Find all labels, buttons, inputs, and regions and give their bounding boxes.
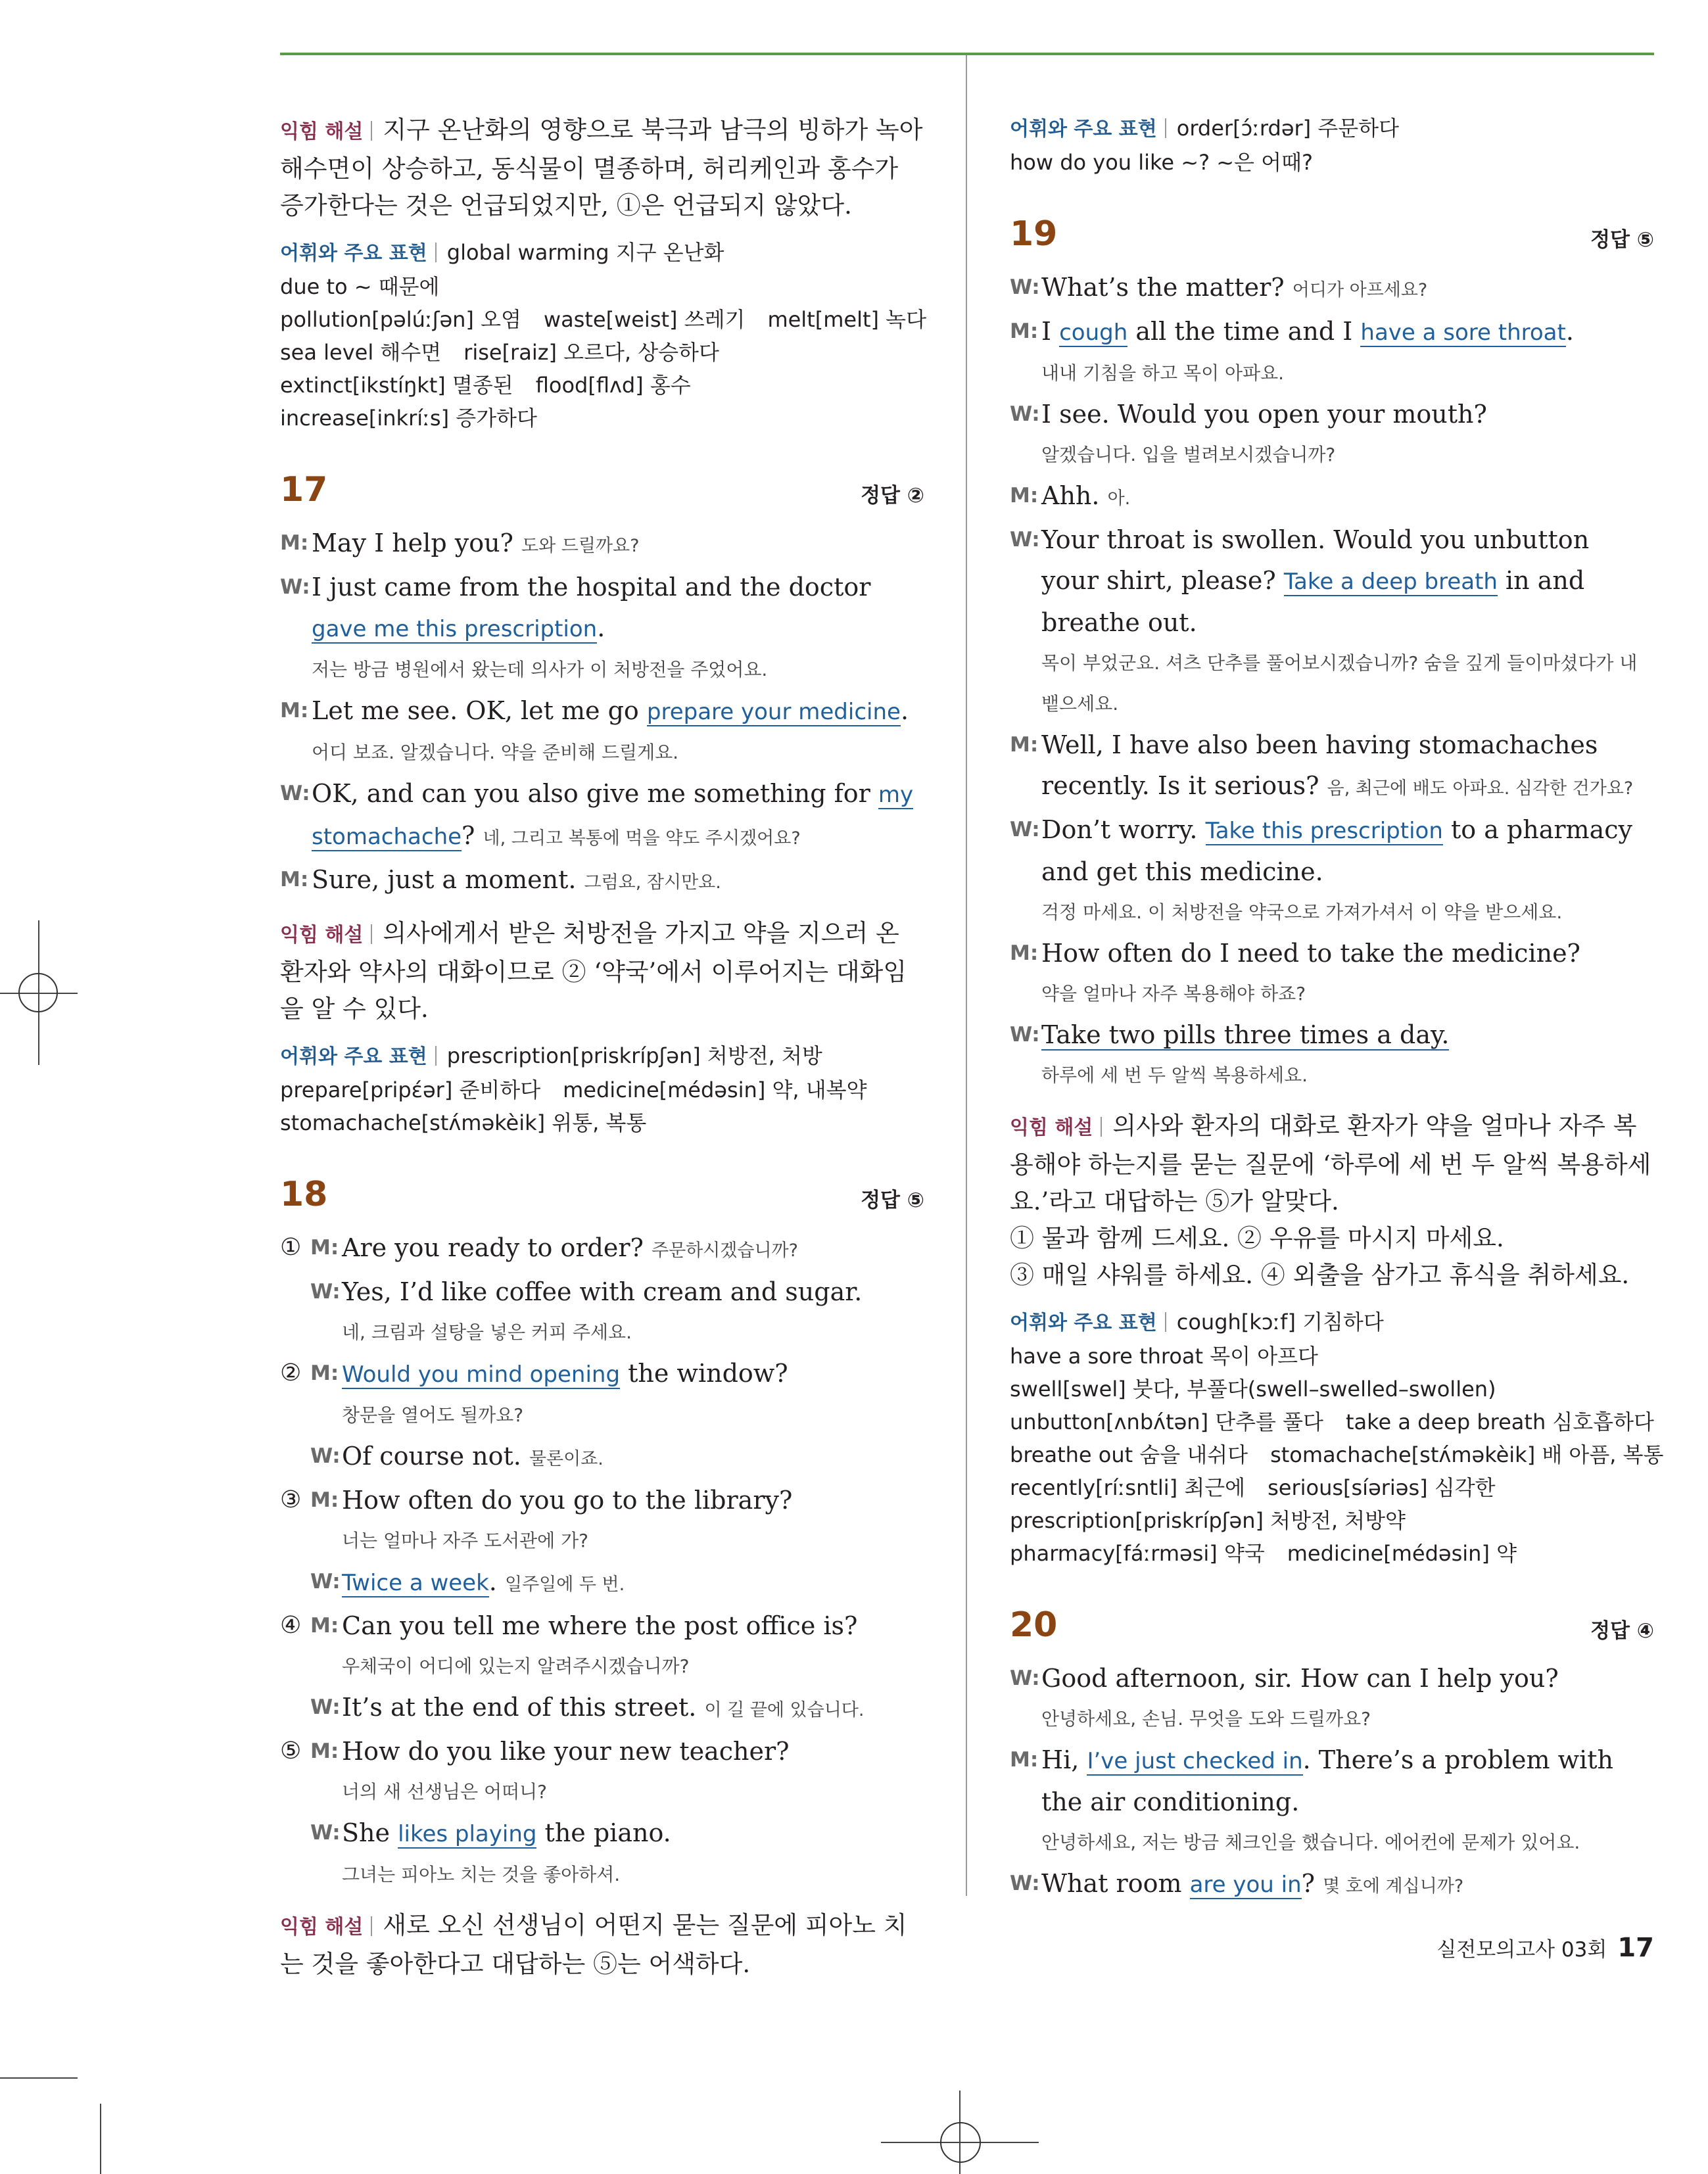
q20-header — [1010, 1607, 1654, 1643]
question-number: 20 — [1010, 1605, 1058, 1645]
column-divider — [966, 55, 967, 1896]
right-column — [1010, 112, 1664, 1907]
q19-option-line: ① 물과 함께 드세요. ② 우유를 마시지 마세요. — [1010, 1224, 1504, 1252]
vocab-tag: 어휘와 주요 표현 — [280, 242, 427, 265]
q17-header — [280, 471, 924, 508]
q19-vocab: 어휘와 주요 표현 cough[kɔːf] 기침하다 have a sore throat 목이 아프다 swell[swel] 붓다, 부풀다(swell–swelled–swollen) unbutton[ʌnbʌ́tən] 단추를 풀다 take a deep breath 심호흡하다 breathe out 숨을 내쉬다 stomachache[stʌ́məkèik] 배 아픔, 복통 recently[ríːsntli] 최근에 serious[síəriəs] 심각한 prescription[priskrípʃən] 처방전, 처방약 pharmacy[fáːrməsi] 약국 medicine[médəsin] 약 — [1010, 1306, 1654, 1570]
translation: 저는 방금 병원에서 왔는데 의사가 이 처방전을 주었어요. — [312, 659, 768, 680]
question-number: 19 — [1010, 214, 1058, 254]
q18-explanation: 익힘 해설 새로 오신 선생님이 어떤지 묻는 질문에 피아노 치는 것을 좋아한다고 대답하는 ⑤는 어색하다. — [280, 1911, 907, 1978]
vocab-line: sea level 해수면 rise[raiz] 오르다, 상승하다 — [280, 340, 719, 365]
registration-mark-icon — [18, 973, 58, 1012]
highlight-phrase: Take two pills three times a day. — [1041, 1020, 1450, 1049]
q18-vocab: 어휘와 주요 표현 order[ɔ́ːrdər] 주문하다 how do you like ~? ~은 어때? — [1010, 112, 1654, 179]
explain-tag: 익힘 해설 — [280, 120, 364, 143]
page-footer — [1436, 1933, 1654, 1963]
speaker: W: — [280, 575, 310, 599]
dialogue-line: W: What’s the matter? 어디가 아프세요? — [1010, 273, 1428, 302]
dialogue-line: ⑤ M: How do you like your new teacher? 너의 새 선생님은 어떠니? — [280, 1737, 790, 1803]
dialogue-line: M: How often do I need to take the medicine? 약을 얼마나 자주 복용해야 하죠? — [1010, 939, 1580, 1004]
vocab-line: breathe out 숨을 내쉬다 stomachache[stʌ́məkèik] 배 아픔, 복통 — [1010, 1442, 1664, 1467]
dialogue-line: W: Your throat is swollen. Would you unbutton your shirt, please? Take a deep breath in and breathe out. 목이 부었군요. 셔츠 단추를 풀어보시겠습니까? 숨을 깊게 들이마셨다가 내뱉으세요. — [1010, 525, 1638, 715]
vocab-line: prescription[priskrípʃən] 처방전, 처방약 — [1010, 1508, 1406, 1533]
q17-explanation: 익힘 해설 의사에게서 받은 처방전을 가지고 약을 지으러 온 환자와 약사의 대화이므로 ② ‘약국’에서 이루어지는 대화임을 알 수 있다. — [280, 919, 907, 1023]
vocab-line: pharmacy[fáːrməsi] 약국 medicine[médəsin] 약 — [1010, 1541, 1517, 1566]
speaker: M: — [280, 868, 309, 891]
answer-label: 정답 ⑤ — [861, 1189, 924, 1212]
highlight-phrase: prepare your medicine — [646, 699, 901, 725]
vocab-line: recently[ríːsntli] 최근에 serious[síəriəs] 심각한 — [1010, 1475, 1496, 1500]
dialogue-line: W: What room are you in? 몇 호에 계십니까? — [1010, 1869, 1464, 1898]
dialogue-line: W: OK, and can you also give me something for my stomachache? 네, 그리고 복통에 먹을 약도 주시겠어요? — [280, 773, 924, 859]
dialogue-line: ③ M: How often do you go to the library? 너는 얼마나 자주 도서관에 가? — [280, 1486, 793, 1551]
answer-label: 정답 ⑤ — [1590, 228, 1654, 252]
q18-header — [280, 1176, 924, 1213]
q18-dialogue — [280, 1227, 924, 1895]
left-column — [280, 112, 924, 1995]
dialogue-line: W: Of course not. 물론이죠. — [310, 1442, 604, 1471]
dialogue-line: W: Don’t worry. Take this prescription to a pharmacy and get this medicine. 걱정 마세요. 이 처방전을 약국으로 가져가셔서 이 약을 받으세요. — [1010, 815, 1632, 923]
q19-option-line: ③ 매일 샤워를 하세요. ④ 외출을 삼가고 휴식을 취하세요. — [1010, 1261, 1630, 1289]
highlight-phrase: are you in — [1189, 1872, 1302, 1898]
question-number: 17 — [280, 470, 328, 509]
translation: 어디 보죠. 알겠습니다. 약을 준비해 드릴게요. — [312, 742, 679, 763]
answer-label: 정답 ④ — [1590, 1619, 1654, 1643]
dialogue-line: M: May I help you? 도와 드릴까요? — [280, 523, 924, 567]
speaker: M: — [280, 531, 309, 555]
footer-title: 실전모의고사 03회 — [1436, 1938, 1607, 1962]
q19-dialogue — [1010, 267, 1654, 1096]
highlight-phrase: Twice a week — [342, 1570, 489, 1596]
registration-mark-icon — [940, 2122, 981, 2163]
dialogue-line: W: Good afternoon, sir. How can I help you? 안녕하세요, 손님. 무엇을 도와 드릴까요? — [1010, 1664, 1559, 1730]
vocab-line: increase[inkríːs] 증가하다 — [280, 406, 537, 431]
dialogue-line: M: Well, I have also been having stomachaches recently. Is it serious? 음, 최근에 배도 아파요. 심각한 건가요? — [1010, 730, 1634, 800]
q16-vocab: 어휘와 주요 표현 global warming 지구 온난화due to ~ 때문에 pollution[pəlúːʃən] 오염 waste[weist] 쓰레기 melt[melt] 녹다 sea level 해수면 rise[raiz] 오르다, 상승하다 extinct[ikstíŋkt] 멸종된 flood[flʌd] 홍수 increase[inkríːs] 증가하다 — [280, 236, 924, 435]
dialogue-line: M: I cough all the time and I have a sore throat. 내내 기침을 하고 목이 아파요. — [1010, 317, 1574, 384]
explain-text: 지구 온난화의 영향으로 북극과 남극의 빙하가 녹아 해수면이 상승하고, 동식물이 멸종하며, 허리케인과 홍수가 증가한다는 것은 언급되었지만, ①은 언급되지 않았다. — [280, 116, 923, 220]
dialogue-line: W: I see. Would you open your mouth? 알겠습니다. 입을 벌려보시겠습니까? — [1010, 400, 1487, 465]
dialogue-line: W: Twice a week. 일주일에 두 번. — [310, 1567, 625, 1596]
dialogue-line: W: I just came from the hospital and the doctor gave me this prescription. 저는 방금 병원에서 왔는데 의사가 이 처방전을 주었어요. — [280, 567, 924, 690]
dialogue-line: W: Take two pills three times a day. 하루에 세 번 두 알씩 복용하세요. — [1010, 1020, 1450, 1086]
dialogue-line: M: Hi, I’ve just checked in. There’s a problem with the air conditioning. 안녕하세요, 저는 방금 체크인을 했습니다. 에어컨에 문제가 있어요. — [1010, 1745, 1614, 1853]
vocab-line: how do you like ~? ~은 어때? — [1010, 150, 1313, 175]
q20-dialogue — [1010, 1658, 1654, 1907]
highlight-phrase: Take a deep breath — [1283, 569, 1498, 595]
dialogue-line: ① M: Are you ready to order? 주문하시겠습니까? — [280, 1233, 798, 1262]
highlight-phrase: I’ve just checked in — [1087, 1748, 1303, 1774]
q16-explanation — [280, 112, 924, 224]
highlight-phrase: have a sore throat — [1360, 319, 1566, 346]
highlight-phrase: Would you mind opening — [342, 1361, 621, 1388]
highlight-phrase: cough — [1059, 319, 1128, 346]
vocab-line: extinct[ikstíŋkt] 멸종된 flood[flʌd] 홍수 — [280, 373, 691, 398]
answer-label: 정답 ② — [861, 484, 924, 508]
highlight-phrase: likes playing — [398, 1821, 537, 1847]
crop-mark — [100, 2104, 101, 2174]
q19-explanation: 익힘 해설 의사와 환자의 대화로 환자가 약을 얼마나 자주 복용해야 하는지를 묻는 질문에 ‘하루에 세 번 두 알씩 복용하세요.’라고 대답하는 ⑤가 알맞다. — [1010, 1112, 1651, 1216]
highlight-phrase: gave me this prescription — [312, 616, 598, 642]
question-number: 18 — [280, 1175, 328, 1214]
dialogue-line: W: Yes, I’d like coffee with cream and sugar. 네, 크림과 설탕을 넣은 커피 주세요. — [310, 1277, 863, 1343]
vocab-line: prepare[pripέər] 준비하다 medicine[médəsin] 약, 내복약 — [280, 1077, 867, 1102]
top-rule — [280, 53, 1654, 55]
dialogue-line: W: It’s at the end of this street. 이 길 끝에 있습니다. — [310, 1693, 865, 1722]
vocab-line: have a sore throat 목이 아프다 — [1010, 1344, 1318, 1369]
vocab-line: pollution[pəlúːʃən] 오염 waste[weist] 쓰레기 melt[melt] 녹다 — [280, 307, 926, 332]
q17-vocab: 어휘와 주요 표현 prescription[priskrípʃən] 처방전, 처방 prepare[pripέər] 준비하다 medicine[médəsin] 약, 내복약 stomachache[stʌ́məkèik] 위통, 복통 — [280, 1039, 924, 1139]
vocab-line: swell[swel] 붓다, 부풀다(swell–swelled–swollen) — [1010, 1377, 1496, 1402]
speaker: M: — [280, 699, 309, 722]
highlight-phrase: Take this prescription — [1205, 818, 1443, 844]
q19-header — [1010, 216, 1654, 252]
dialogue-line: M: Let me see. OK, let me go prepare your medicine. 어디 보죠. 알겠습니다. 약을 준비해 드릴게요. — [280, 690, 924, 773]
dialogue-line: ② M: Would you mind opening the window? 창문을 열어도 될까요? — [280, 1359, 788, 1426]
page-number: 17 — [1617, 1933, 1654, 1963]
vocab-line: stomachache[stʌ́məkèik] 위통, 복통 — [280, 1110, 647, 1135]
dialogue-line: W: She likes playing the piano. 그녀는 피아노 치는 것을 좋아하셔. — [310, 1818, 671, 1885]
dialogue-line: ④ M: Can you tell me where the post office is? 우체국이 어디에 있는지 알려주시겠습니까? — [280, 1611, 858, 1677]
crop-mark — [0, 2077, 78, 2079]
vocab-line: unbutton[ʌnbʌ́tən] 단추를 풀다 take a deep breath 심호흡하다 — [1010, 1409, 1654, 1434]
speaker: W: — [280, 782, 310, 805]
highlight-phrase: my stomachache — [312, 782, 914, 850]
q17-dialogue — [280, 523, 924, 903]
dialogue-line: M: Ahh. 아. — [1010, 481, 1131, 510]
dialogue-line: M: Sure, just a moment. 그럼요, 잠시만요. — [280, 859, 924, 903]
